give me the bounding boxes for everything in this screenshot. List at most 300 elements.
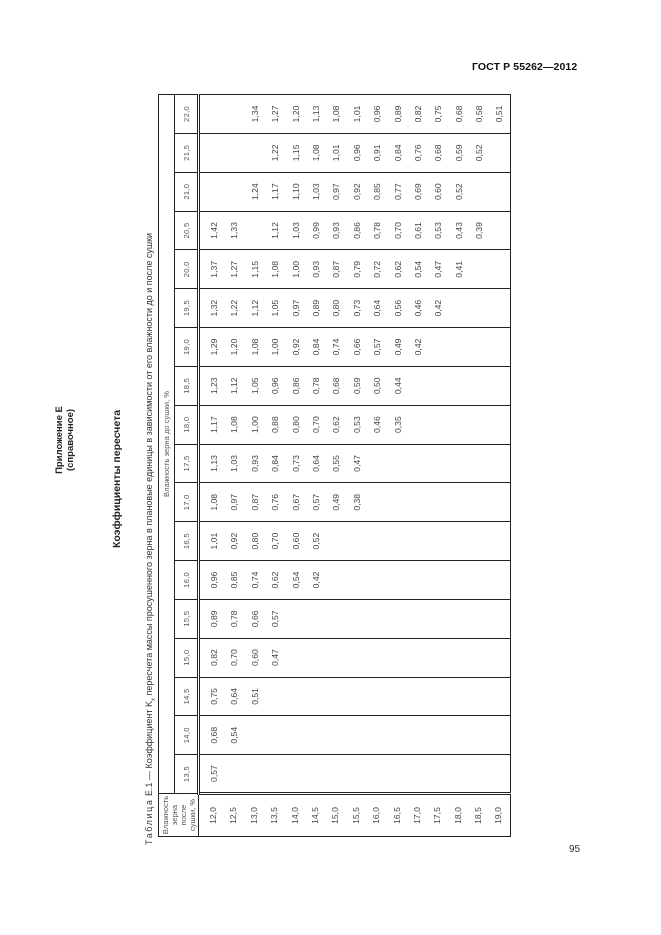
column-header: 17,0 [175,483,199,522]
row-label: 14,5 [309,807,320,824]
table-cell [469,289,489,327]
table-cell: 1,20 [229,338,240,356]
table-cell: 0,54 [229,726,240,744]
table-cell: 0,85 [229,571,240,589]
table-cell: 0,82 [412,105,423,123]
table-cell: 0,53 [351,416,362,433]
table-cell: 0,78 [310,377,321,395]
table-cell: 0,52 [310,532,321,550]
caption-number: Е.1 [144,782,154,796]
table-cell: 0,39 [474,222,485,239]
table-column-values [199,716,511,755]
table-cell [469,639,489,677]
table-cell: 0,67 [290,493,301,511]
table-cell [489,328,509,366]
table-cell [347,716,367,754]
table-cell [469,561,489,599]
table-cell [489,134,509,172]
table-cell [408,600,428,638]
table-cell: 0,57 [209,765,219,782]
column-header: 13,5 [175,755,199,794]
table-cell: 1,17 [209,416,219,433]
table-cell [367,600,387,638]
table-cell: 0,56 [392,299,403,317]
table-cell: 0,52 [474,144,485,162]
table-column-values [199,289,511,328]
table-cell: 1,10 [290,183,301,201]
table-cell: 0,51 [249,688,260,705]
table-cell: 0,92 [229,532,240,550]
table-column-values [199,522,511,561]
table-cell: 0,73 [290,455,301,472]
table-cell [408,522,428,560]
table-cell [204,173,224,211]
table-cell: 0,93 [249,455,260,472]
table-column-values [199,366,511,405]
table-cell: 1,03 [290,222,301,239]
table-cell: 0,76 [412,144,423,162]
table-cell [469,522,489,560]
table-cell [326,600,346,638]
row-labels [199,794,511,837]
table-cell: 1,15 [290,144,301,162]
table-cell [428,328,448,366]
table-cell: 0,84 [392,144,403,162]
column-header-row [175,95,199,837]
table-cell [449,561,469,599]
table-cell [367,561,387,599]
table-cell [428,483,448,521]
table-cell [388,522,408,560]
table-cell [245,134,265,172]
table-cell: 0,44 [392,377,403,395]
table-cell: 1,05 [270,299,281,317]
row-label: 17,5 [432,807,443,824]
table-cell: 1,03 [310,183,321,201]
table-cell: 0,60 [290,532,301,550]
table-cell: 0,96 [270,377,281,395]
row-label: 15,0 [330,807,341,824]
table-cell: 1,01 [331,144,342,162]
table-cell [388,755,408,792]
table-cell: 1,24 [249,183,260,201]
table-cell [204,134,224,172]
table-cell: 0,86 [290,377,301,395]
table-cell: 0,96 [351,144,362,162]
table-cell: 0,80 [290,416,301,433]
table-cell: 0,68 [433,144,444,162]
table-cell: 1,08 [249,338,260,356]
column-header: 19,5 [175,289,199,328]
table-cell [326,678,346,716]
table-cell [428,561,448,599]
table-cell [408,639,428,677]
table-cell [224,755,244,792]
table-cell [489,445,509,483]
table-cell: 0,60 [249,649,260,666]
table-cell [469,406,489,444]
table-cell: 1,22 [229,299,240,317]
table-cell: 0,89 [310,299,321,317]
table-cell: 1,08 [331,105,342,123]
table-cell: 0,35 [392,416,403,433]
document-id: ГОСТ Р 55262—2012 [472,61,578,73]
row-label: 19,0 [493,807,504,824]
coefficient-table-container [158,94,505,837]
table-cell [245,716,265,754]
table-cell: 0,69 [412,183,423,201]
table-cell [204,95,224,133]
table-cell [367,678,387,716]
table-cell [449,755,469,792]
table-cell [408,678,428,716]
table-cell [306,716,326,754]
row-label: 18,5 [473,807,484,824]
column-group-label: Влажность зерна до сушки, % [159,95,175,794]
table-cell [408,483,428,521]
table-cell: 1,23 [209,377,219,395]
table-cell [326,755,346,792]
table-cell [449,289,469,327]
table-column-values [199,95,511,134]
column-header: 18,5 [175,366,199,405]
table-cell [245,212,265,250]
row-label: 13,5 [269,807,280,824]
table-cell [347,522,367,560]
table-cell: 0,55 [331,455,342,472]
caption-subscript: x [150,698,157,701]
table-cell: 0,46 [412,299,423,317]
table-cell [489,639,509,677]
column-header: 21,0 [175,172,199,211]
table-cell: 0,57 [310,493,321,511]
table-cell: 1,01 [209,532,219,550]
column-header: 15,5 [175,599,199,638]
table-cell [469,173,489,211]
column-header: 15,0 [175,638,199,677]
table-cell: 1,08 [229,416,240,433]
table-cell [449,678,469,716]
caption-label: Таблица [144,798,154,845]
table-cell: 0,64 [310,455,321,472]
table-cell: 1,20 [290,105,301,123]
table-cell [388,600,408,638]
table-cell [408,755,428,792]
table-cell: 1,22 [270,144,281,162]
table-cell: 0,66 [249,610,260,628]
column-header: 18,0 [175,405,199,444]
table-column-values [199,561,511,600]
table-cell: 0,87 [331,260,342,278]
table-cell: 1,17 [270,183,281,201]
table-cell: 1,29 [209,338,219,356]
table-cell [224,173,244,211]
table-cell [367,755,387,792]
table-column-values [199,133,511,172]
table-cell [245,755,265,792]
table-cell [347,561,367,599]
table-cell: 0,73 [351,299,362,317]
table-caption [144,233,157,845]
table-cell: 0,42 [433,299,444,317]
column-header: 20,5 [175,211,199,250]
table-cell [265,678,285,716]
table-cell [489,250,509,288]
table-cell: 0,54 [412,260,423,278]
table-cell [347,678,367,716]
table-cell: 0,61 [412,222,423,239]
row-label: 15,5 [350,807,361,824]
appendix-heading [54,340,76,540]
table-cell: 0,43 [453,222,464,239]
table-cell [388,639,408,677]
table-cell [489,212,509,250]
appendix-subtitle: (справочное) [65,408,76,472]
table-cell: 1,13 [310,105,321,123]
row-header-label: Влажность зерна после сушки, % [159,794,199,837]
table-cell: 0,89 [209,610,219,628]
table-cell: 1,08 [270,260,281,278]
table-cell [265,716,285,754]
table-cell [306,600,326,638]
table-cell [347,600,367,638]
table-column-values [199,444,511,483]
table-cell [449,367,469,405]
table-cell [469,445,489,483]
page-number: 95 [569,844,581,855]
table-cell [428,716,448,754]
table-cell: 0,75 [209,688,219,705]
table-cell: 0,79 [351,260,362,278]
row-label: 13,0 [248,807,259,824]
table-cell [428,367,448,405]
table-cell [489,173,509,211]
table-cell: 0,93 [331,222,342,239]
table-cell [224,134,244,172]
column-header: 16,0 [175,561,199,600]
column-header: 19,0 [175,328,199,367]
column-header: 22,0 [175,95,199,134]
table-cell [489,678,509,716]
table-cell: 1,08 [209,493,219,511]
table-cell: 0,97 [290,299,301,317]
table-cell: 0,57 [270,610,281,628]
table-column-values [199,638,511,677]
table-cell: 0,51 [494,105,505,123]
table-cell: 0,38 [351,493,362,511]
table-cell [469,367,489,405]
table-cell [326,522,346,560]
table-cell: 0,68 [453,105,464,123]
column-header: 21,5 [175,133,199,172]
table-cell [388,483,408,521]
row-label: 16,5 [391,807,402,824]
table-cell: 0,89 [392,105,403,123]
table-column-values [199,599,511,638]
table-cell [469,678,489,716]
table-cell: 1,00 [290,260,301,278]
table-cell [326,561,346,599]
table-cell: 0,92 [290,338,301,356]
table-column-values [199,250,511,289]
table-cell [489,522,509,560]
table-cell: 0,72 [372,260,383,278]
table-cell [469,250,489,288]
table-cell: 0,80 [249,532,260,550]
table-cell: 0,87 [249,493,260,511]
table-cell: 1,01 [351,105,362,123]
table-cell: 1,12 [270,222,281,239]
row-label: 17,0 [411,807,422,824]
table-cell [367,522,387,560]
table-column-values [199,172,511,211]
table-cell [428,600,448,638]
table-cell [408,445,428,483]
table-cell: 0,97 [229,493,240,511]
table-cell [489,367,509,405]
table-cell: 0,64 [229,688,240,705]
caption-text: — Коэффициент K [144,701,154,783]
table-cell: 0,80 [331,299,342,317]
table-cell: 1,27 [270,105,281,123]
table-cell [428,678,448,716]
table-cell: 0,82 [209,649,219,666]
table-cell [367,716,387,754]
table-cell [469,328,489,366]
table-cell: 0,50 [372,377,383,395]
table-cell: 0,47 [433,260,444,278]
table-cell [469,755,489,792]
table-cell: 0,77 [392,183,403,201]
appendix-title: Приложение Е [54,406,65,474]
table-cell: 0,66 [351,338,362,356]
table-cell: 1,42 [209,222,219,239]
table-cell: 0,47 [270,649,281,666]
table-column-values [199,328,511,367]
table-cell: 0,41 [453,260,464,278]
table-cell: 0,93 [310,260,321,278]
table-cell [449,522,469,560]
table-cell: 0,49 [331,493,342,511]
table-cell: 0,70 [392,222,403,239]
table-cell: 1,13 [209,455,219,472]
table-cell [428,406,448,444]
table-cell: 0,47 [351,455,362,472]
table-cell: 1,05 [249,377,260,395]
table-cell: 0,92 [351,183,362,201]
table-cell: 0,97 [331,183,342,201]
table-cell: 0,46 [372,416,383,433]
table-cell: 0,78 [229,610,240,628]
column-header: 14,0 [175,716,199,755]
table-cell [306,755,326,792]
table-body-row [199,95,511,837]
table-cell [449,483,469,521]
coefficient-table [158,94,511,837]
table-cell: 0,62 [331,416,342,433]
table-cell [306,639,326,677]
column-header: 16,5 [175,522,199,561]
table-cell: 0,57 [372,338,383,356]
table-cell [306,678,326,716]
table-cell: 0,74 [249,571,260,589]
table-cell [326,716,346,754]
table-cell [449,639,469,677]
table-cell [489,600,509,638]
table-cell: 1,32 [209,299,219,317]
table-cell [408,406,428,444]
table-cell: 0,96 [209,571,219,589]
caption-text-rest: пересчета массы просушенного зерна в плановые единицы в зависимости от его влажности до и после сушки [144,232,154,698]
row-label: 14,0 [289,807,300,824]
table-cell: 1,27 [229,260,240,278]
row-label: 16,0 [371,807,382,824]
table-cell: 0,70 [310,416,321,433]
table-cell: 0,49 [392,338,403,356]
table-cell: 0,58 [474,105,485,123]
table-cell [428,522,448,560]
table-cell [449,328,469,366]
table-cell [408,561,428,599]
table-cell [286,678,306,716]
table-cell: 0,99 [310,222,321,239]
table-cell [326,639,346,677]
table-cell [489,289,509,327]
table-cell [449,406,469,444]
table-cell: 0,84 [310,338,321,356]
table-cell: 1,33 [229,222,240,239]
table-cell: 0,59 [351,377,362,395]
table-cell: 0,62 [270,571,281,589]
table-cell: 1,15 [249,260,260,278]
table-cell: 0,91 [372,144,383,162]
table-cell: 0,64 [372,299,383,317]
column-header: 17,5 [175,444,199,483]
table-cell [388,678,408,716]
row-label: 12,0 [208,807,218,824]
table-cell [408,716,428,754]
table-cell [347,755,367,792]
column-header: 14,5 [175,677,199,716]
row-label: 12,5 [228,807,239,824]
table-cell: 0,75 [433,105,444,123]
table-column-values [199,755,511,794]
table-cell [489,483,509,521]
table-cell [449,600,469,638]
table-cell [489,561,509,599]
table-cell [367,445,387,483]
table-column-values [199,405,511,444]
table-cell: 0,42 [310,571,321,589]
table-cell [469,600,489,638]
table-column-values [199,211,511,250]
table-cell: 1,34 [249,105,260,123]
table-cell: 0,62 [392,260,403,278]
table-cell: 0,70 [229,649,240,666]
table-column-values [199,677,511,716]
table-cell: 0,96 [372,105,383,123]
table-cell [408,367,428,405]
table-cell: 0,52 [453,183,464,201]
table-cell [469,716,489,754]
table-cell: 1,12 [249,299,260,317]
table-cell: 1,00 [270,338,281,356]
table-cell: 0,88 [270,416,281,433]
table-column-values [199,483,511,522]
table-cell: 0,53 [433,222,444,239]
table-cell [367,639,387,677]
row-label: 18,0 [452,807,463,824]
